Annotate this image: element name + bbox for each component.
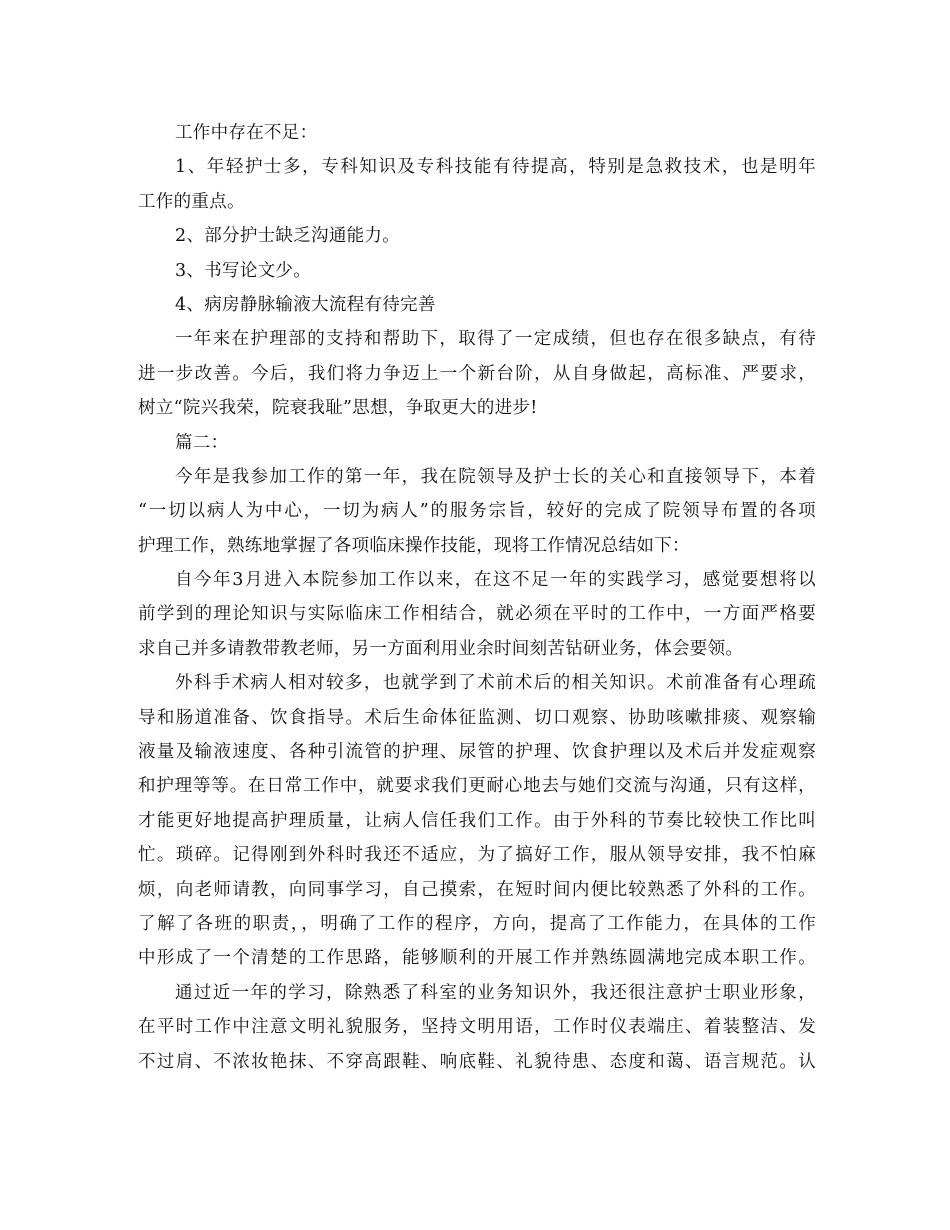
text-line: 3、书写论文少。 <box>175 260 312 281</box>
text-line: 篇二： <box>175 432 229 453</box>
text-line: 液量及输液速度、各种引流管的护理、尿管的护理、饮食护理以及术后并发症观察 <box>138 742 816 763</box>
text-line: 1、年轻护士多，专科知识及专科技能有待提高，特别是急救技术，也是明年 <box>175 157 816 178</box>
text-line: 才能更好地提高护理质量，让病人信任我们工作。由于外科的节奏比较快工作比叫 <box>138 810 816 831</box>
text-line: 忙。琐碎。记得刚到外科时我还不适应，为了搞好工作，服从领导安排，我不怕麻 <box>138 845 816 866</box>
text-line: 工作中存在不足： <box>175 123 318 143</box>
text-line: 在平时工作中注意文明礼貌服务，坚持文明用语，工作时仪表端庄、着装整洁、发 <box>138 1017 816 1038</box>
text-line: 树立“院兴我荣，院衰我耻”思想，争取更大的进步! <box>138 398 538 419</box>
text-line: 2、部分护士缺乏沟通能力。 <box>175 226 401 247</box>
text-line: 和护理等等。在日常工作中，就要求我们更耐心地去与她们交流与沟通，只有这样， <box>138 776 816 797</box>
text-line: 通过近一年的学习，除熟悉了科室的业务知识外，我还很注意护士职业形象， <box>175 982 816 1003</box>
text-line: 自今年3月进入本院参加工作以来，在这不足一年的实践学习，感觉要想将以 <box>175 570 816 591</box>
text-line: 烦，向老师请教，向同事学习，自己摸索，在短时间内便比较熟悉了外科的工作。 <box>138 879 816 900</box>
text-line: 4、病房静脉输液大流程有待完善 <box>175 294 436 315</box>
text-line: 护理工作，熟练地掌握了各项临床操作技能，现将工作情况总结如下： <box>138 535 690 556</box>
text-line: 外科手术病人相对较多，也就学到了术前术后的相关知识。术前准备有心理疏 <box>175 673 816 694</box>
text-line: 前学到的理论知识与实际临床工作相结合，就必须在平时的工作中，一方面严格要 <box>138 604 816 625</box>
text-line: 求自己并多请教带教老师，另一方面利用业余时间刻苦钻研业务，体会要领。 <box>138 638 744 659</box>
text-line: 工作的重点。 <box>138 191 245 212</box>
text-line: 中形成了一个清楚的工作思路，能够顺利的开展工作并熟练圆满地完成本职工作。 <box>138 948 816 969</box>
text-line: 进一步改善。今后，我们将力争迈上一个新台阶，从自身做起，高标准、严要求， <box>138 363 816 384</box>
text-line: 不过肩、不浓妆艳抹、不穿高跟鞋、响底鞋、礼貌待患、态度和蔼、语言规范。认 <box>138 1051 816 1072</box>
text-line: 一年来在护理部的支持和帮助下，取得了一定成绩，但也存在很多缺点，有待 <box>175 329 816 350</box>
text-line: 了解了各班的职责，，明确了工作的程序，方向，提高了工作能力，在具体的工作 <box>138 913 816 934</box>
text-line: 今年是我参加工作的第一年，我在院领导及护士长的关心和直接领导下，本着 <box>175 466 816 487</box>
text-line: 导和肠道准备、饮食指导。术后生命体征监测、切口观察、协助咳嗽排痰、观察输 <box>138 707 816 728</box>
text-line: “一切以病人为中心，一切为病人”的服务宗旨，较好的完成了院领导布置的各项 <box>138 501 816 522</box>
document-body <box>138 116 816 1079</box>
